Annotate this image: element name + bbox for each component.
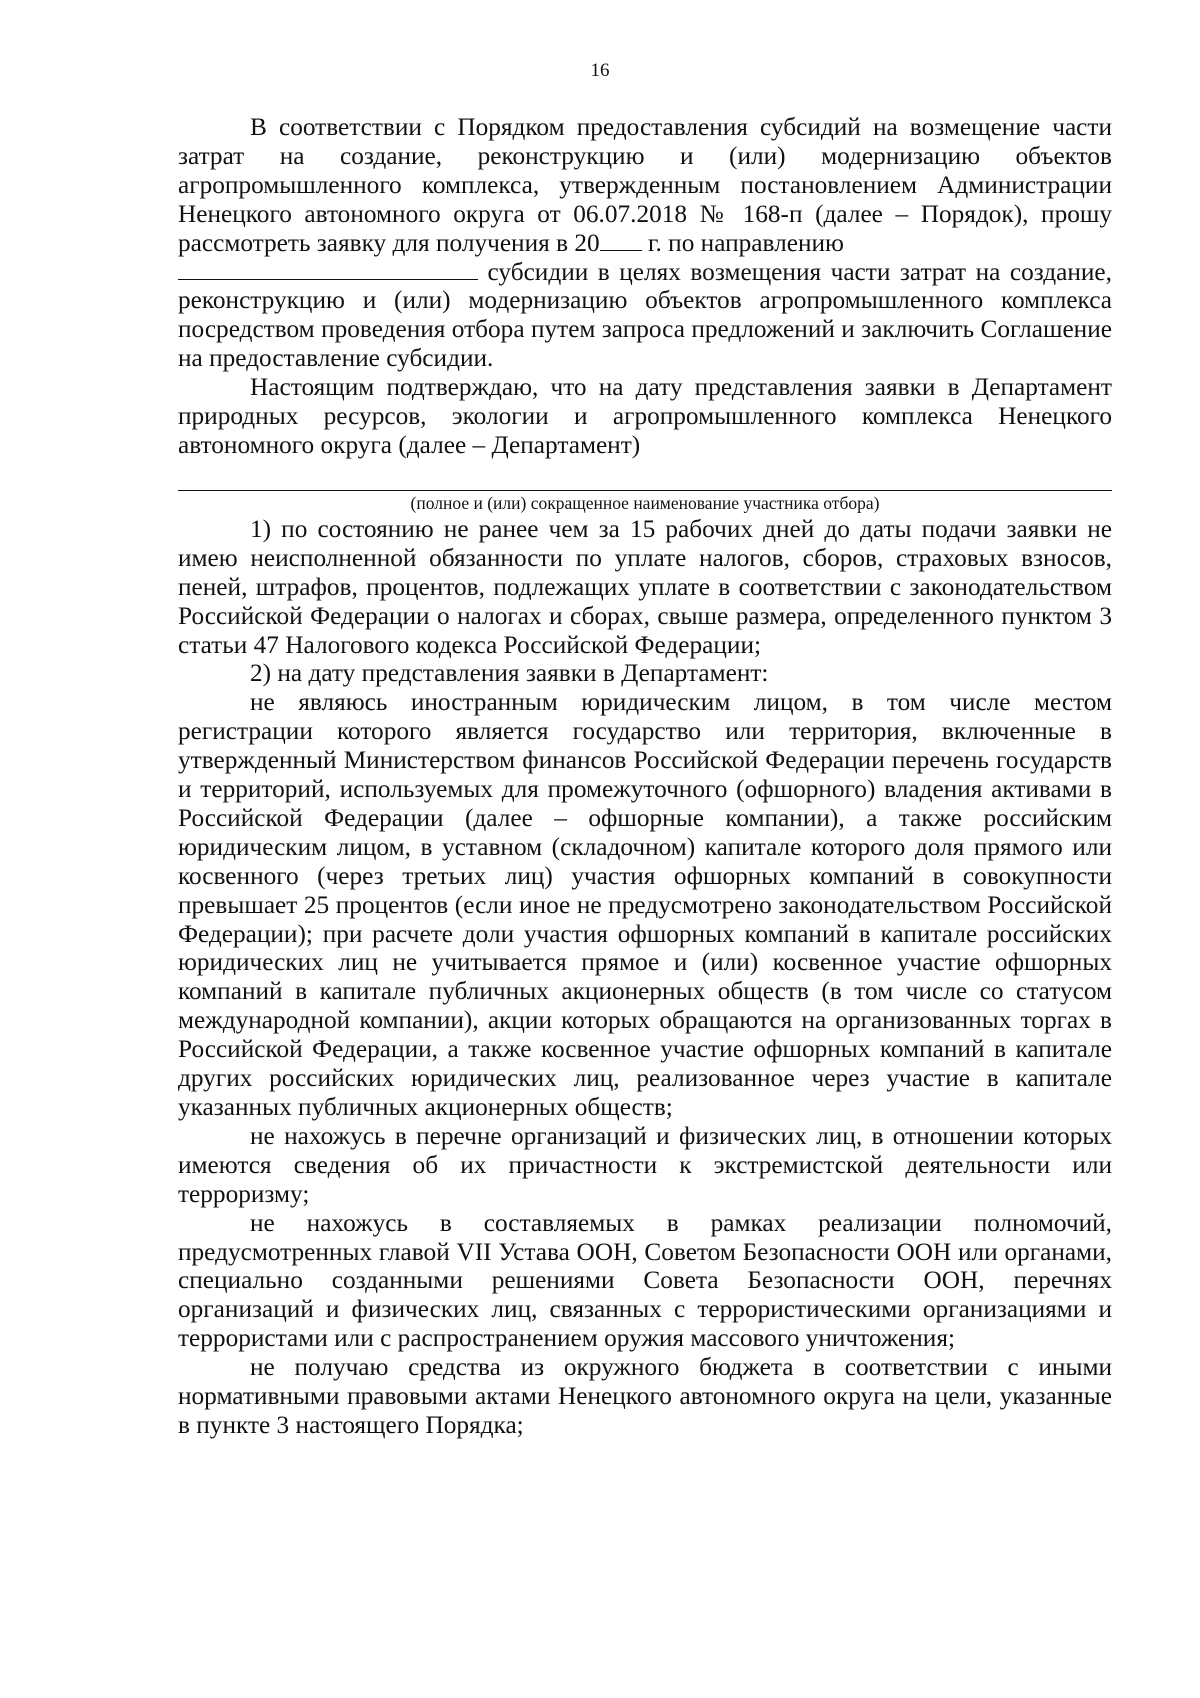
- page-number: 16: [590, 60, 610, 81]
- paragraph-item-2: 2) на дату представления заявки в Департамент:: [250, 659, 769, 688]
- paragraph-item-1: 1) по состоянию не ранее чем за 15 рабочих дней до даты подачи заявки не имею неисполненной обязанности по уплате налогов, сборов, страховых взносов, пеней, штрафов, процентов, подлежащих уплате в соответствии с законодательством Российской Федерации о налогах и сборах, свыше размера, определенного пунктом 3 статьи 47 Налогового кодекса Российской Федерации;: [178, 514, 1112, 659]
- paragraph-request-text-a: В соответствии с Порядком предоставления субсидий на возмещение части затрат на создание, реконструкцию и (или) модернизацию объектов агропромышленного комплекса, утвержденным постановлением Администрации Ненецкого автономного округа от 06.07.2018 № 168-п (далее – Порядок), прошу рассмотреть заявку для получения в 20: [178, 113, 1112, 257]
- paragraph-request-text-c: субсидии в целях возмещения части затрат на создание, реконструкцию и (или) модернизацию объектов агропромышленного комплекса посредством проведения отбора путем запроса предложений и заключить Соглашение на предоставление субсидии.: [178, 257, 1112, 373]
- paragraph-confirm: Настоящим подтверждаю, что на дату представления заявки в Департамент природных ресурсов, экологии и агропромышленного комплекса Ненецкого автономного округа (далее – Департамент): [178, 373, 1112, 459]
- paragraph-no-budget-funds: не получаю средства из окружного бюджета в соответствии с иными нормативными правовыми актами Ненецкого автономного округа на цели, указанные в пункте 3 настоящего Порядка;: [178, 1353, 1112, 1439]
- year-blank: [600, 229, 642, 251]
- paragraph-request-text-b: г. по направлению: [641, 228, 844, 257]
- participant-name-line: [178, 490, 1112, 491]
- direction-blank: [178, 258, 478, 280]
- paragraph-not-un-list: не нахожусь в составляемых в рамках реализации полномочий, предусмотренных главой VII Устава ООН, Советом Безопасности ООН или органами, специально созданными решениями Совета Безопасности ООН, перечнях организаций и физических лиц, связанных с террористическими организациями и террористами или с распространением оружия массового уничтожения;: [178, 1208, 1112, 1353]
- paragraph-request: [178, 113, 1112, 373]
- document-body: [178, 113, 1112, 1440]
- paragraph-not-foreign: не являюсь иностранным юридическим лицом, в том числе местом регистрации которого является государство или территория, включенные в утвержденный Министерством финансов Российской Федерации перечень государств и территорий, используемых для промежуточного (офшорного) владения активами в Российской Федерации (далее – офшорные компании), а также российским юридическим лицом, в уставном (складочном) капитале которого доля прямого или косвенного (через третьих лиц) участия офшорных компаний в совокупности превышает 25 процентов (если иное не предусмотрено законодательством Российской Федерации); при расчете доли участия офшорных компаний в капитале российских юридических лиц не учитывается прямое и (или) косвенное участие офшорных компаний в капитале публичных акционерных обществ (в том числе со статусом международной компании), акции которых обращаются на организованных торгах в Российской Федерации, а также косвенное участие офшорных компаний в капитале других российских юридических лиц, реализованное через участие в капитале указанных публичных акционерных обществ;: [178, 688, 1112, 1121]
- paragraph-not-extremist: не нахожусь в перечне организаций и физических лиц, в отношении которых имеются сведения об их причастности к экстремистской деятельности или терроризму;: [178, 1121, 1112, 1208]
- participant-name-caption: (полное и (или) сокращенное наименование участника отбора): [410, 492, 880, 513]
